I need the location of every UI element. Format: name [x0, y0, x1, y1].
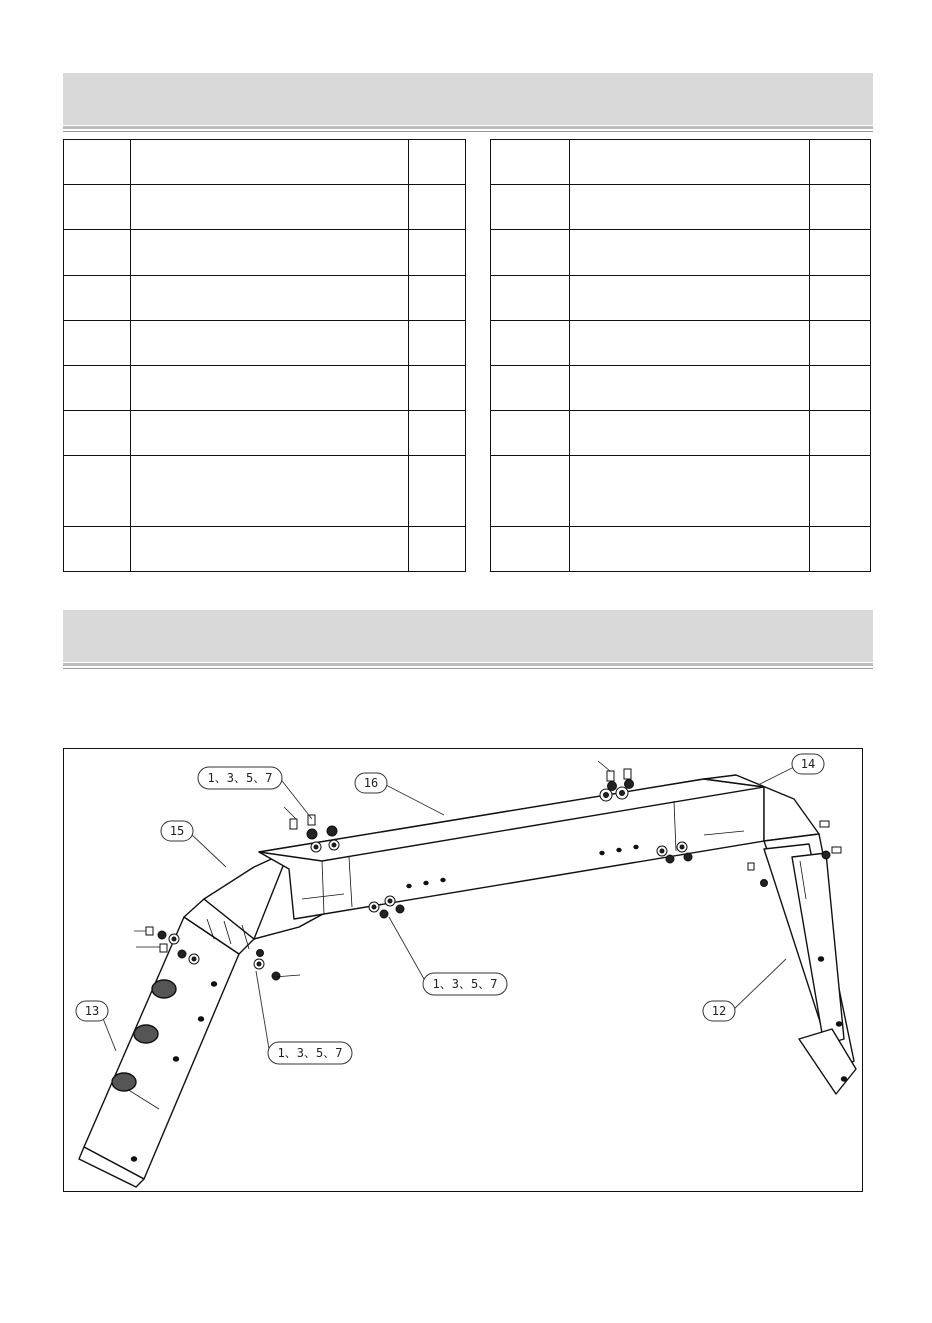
- part-number-cell: [491, 275, 570, 320]
- part-quantity-cell: [409, 411, 466, 456]
- part-description-cell: [131, 185, 409, 230]
- part-quantity-cell: [810, 411, 871, 456]
- part-quantity-cell: [409, 320, 466, 365]
- section-header-band-1: [63, 73, 873, 125]
- part-description-cell: [131, 526, 409, 571]
- column-gap: [466, 456, 491, 526]
- part-quantity-cell: [409, 275, 466, 320]
- part-description-cell: [131, 275, 409, 320]
- column-gap: [466, 526, 491, 571]
- part-description-cell: [570, 185, 810, 230]
- column-gap: [466, 320, 491, 365]
- part-number-cell: [491, 526, 570, 571]
- part-description-cell: [570, 526, 810, 571]
- part-number-cell: [491, 185, 570, 230]
- part-quantity-cell: [810, 366, 871, 411]
- part-number-cell: [491, 140, 570, 185]
- callout-label-16: 16: [363, 776, 379, 790]
- part-quantity-cell: [810, 140, 871, 185]
- column-gap: [466, 140, 491, 185]
- part-description-cell: [131, 140, 409, 185]
- table-row: [64, 140, 871, 185]
- part-number-cell: [64, 526, 131, 571]
- callout-label-hardware-a: 1、3、5、7: [207, 771, 273, 785]
- part-number-cell: [491, 411, 570, 456]
- part-quantity-cell: [810, 185, 871, 230]
- section-header-rule: [63, 126, 873, 129]
- part-quantity-cell: [810, 456, 871, 526]
- part-number-cell: [491, 456, 570, 526]
- table-row: [64, 526, 871, 571]
- part-description-cell: [570, 275, 810, 320]
- callout-label-hardware-c: 1、3、5、7: [277, 1046, 343, 1060]
- part-quantity-cell: [810, 320, 871, 365]
- section-header-band-2: [63, 610, 873, 662]
- column-gap: [466, 230, 491, 275]
- part-number-cell: [491, 366, 570, 411]
- column-gap: [466, 275, 491, 320]
- part-quantity-cell: [409, 140, 466, 185]
- part-description-cell: [131, 320, 409, 365]
- part-quantity-cell: [810, 526, 871, 571]
- table-row: [64, 411, 871, 456]
- part-number-cell: [64, 275, 131, 320]
- part-description-cell: [570, 320, 810, 365]
- part-description-cell: [570, 140, 810, 185]
- table-row: [64, 320, 871, 365]
- assembly-drawing: [63, 748, 863, 1192]
- callout-label-14: 14: [800, 757, 816, 771]
- table-row: [64, 185, 871, 230]
- part-quantity-cell: [409, 230, 466, 275]
- part-description-cell: [570, 411, 810, 456]
- callout-label-hardware-b: 1、3、5、7: [432, 977, 498, 991]
- part-description-cell: [131, 366, 409, 411]
- part-description-cell: [131, 230, 409, 275]
- part-12-right-leg: [764, 844, 856, 1094]
- part-description-cell: [131, 411, 409, 456]
- part-quantity-cell: [810, 275, 871, 320]
- part-number-cell: [64, 230, 131, 275]
- part-quantity-cell: [810, 230, 871, 275]
- part-number-cell: [64, 185, 131, 230]
- exploded-view-diagram: [64, 749, 864, 1193]
- table-row: [64, 456, 871, 526]
- section-header-rule: [63, 663, 873, 666]
- section-header-rule: [63, 668, 873, 669]
- part-description-cell: [570, 366, 810, 411]
- part-quantity-cell: [409, 456, 466, 526]
- callout-label-15: 15: [169, 824, 185, 838]
- part-number-cell: [491, 320, 570, 365]
- section-header-rule: [63, 131, 873, 132]
- part-quantity-cell: [409, 185, 466, 230]
- part-number-cell: [64, 456, 131, 526]
- part-quantity-cell: [409, 526, 466, 571]
- part-description-cell: [131, 456, 409, 526]
- column-gap: [466, 366, 491, 411]
- table-row: [64, 366, 871, 411]
- callout-label-13: 13: [84, 1004, 100, 1018]
- part-number-cell: [491, 230, 570, 275]
- table-row: [64, 230, 871, 275]
- part-number-cell: [64, 320, 131, 365]
- column-gap: [466, 411, 491, 456]
- part-number-cell: [64, 411, 131, 456]
- part-description-cell: [570, 230, 810, 275]
- part-number-cell: [64, 140, 131, 185]
- part-quantity-cell: [409, 366, 466, 411]
- part-description-cell: [570, 456, 810, 526]
- parts-list-table: [63, 139, 871, 572]
- table-row: [64, 275, 871, 320]
- callout-label-12: 12: [711, 1004, 727, 1018]
- column-gap: [466, 185, 491, 230]
- part-number-cell: [64, 366, 131, 411]
- part-13-left-leg: [79, 899, 254, 1187]
